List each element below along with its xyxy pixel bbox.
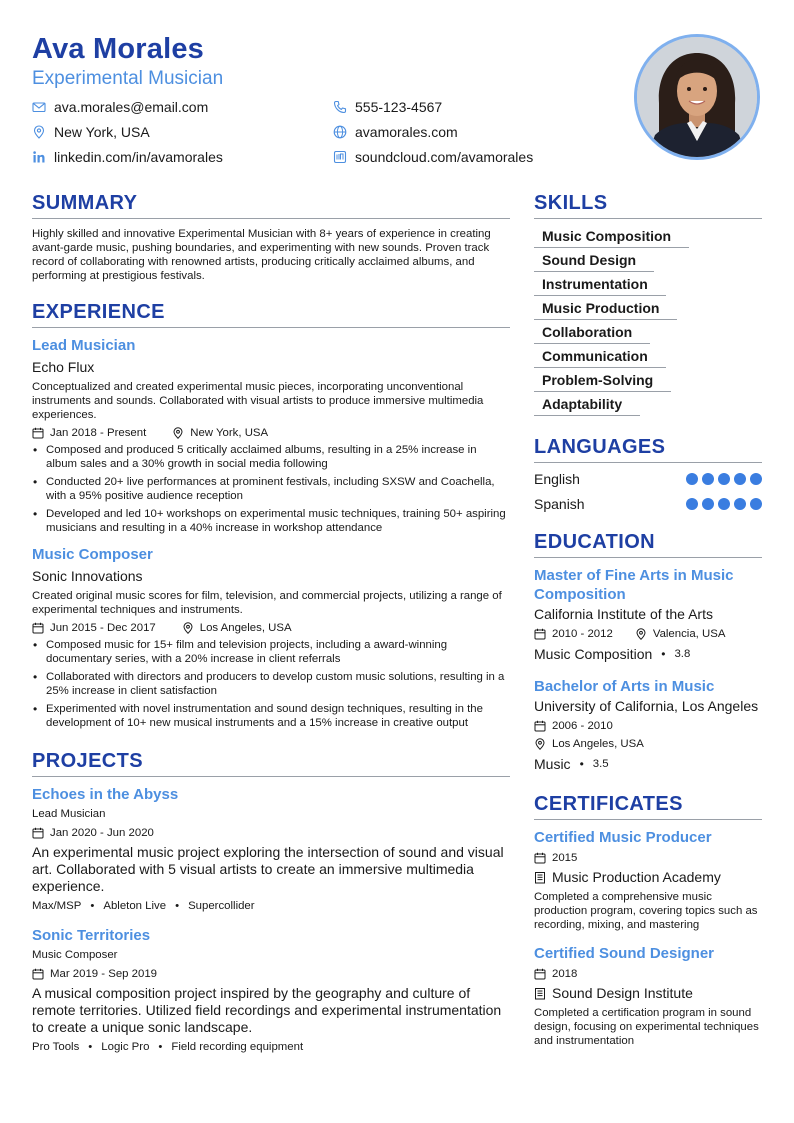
education-location: Valencia, USA	[652, 628, 726, 640]
location-pin-icon	[172, 427, 184, 439]
field-of-study: Music Composition	[534, 646, 653, 662]
project-role: Music Composer	[32, 949, 118, 961]
gpa-value: 3.5	[592, 758, 609, 770]
location-pin-icon	[32, 125, 46, 139]
job-entry	[32, 336, 510, 535]
project-description: A musical composition project inspired by the geography and culture of remote territories. Utilized field recordings and experimental instrumentation to create a unique sonic landscape.	[32, 985, 502, 1035]
certificate-year: 2015	[552, 852, 578, 864]
proficiency-dot	[734, 498, 746, 510]
skill-item: Instrumentation	[534, 274, 666, 296]
language-row	[534, 469, 762, 488]
candidate-title: Experimental Musician	[32, 68, 224, 89]
achievement-item: • Collaborated with directors and producers to develop custom music solutions, resulting in a 25% increase in client satisfaction	[32, 670, 510, 698]
project-meta	[32, 825, 510, 841]
proficiency-dot	[686, 498, 698, 510]
gpa-value: 3.8	[674, 648, 691, 660]
certificates-heading: CERTIFICATES	[534, 791, 762, 820]
certificate-meta	[534, 850, 762, 866]
certificate-entry	[534, 828, 762, 932]
school-name: California Institute of the Arts	[534, 606, 713, 622]
tool-tag: Supercollider	[188, 900, 255, 912]
achievement-item: • Composed and produced 5 critically acclaimed albums, resulting in a 25% increase in album sales and a 30% growth in social media following	[32, 443, 510, 471]
education-dates: 2010 - 2012	[552, 628, 613, 640]
school-name: University of California, Los Angeles	[534, 698, 759, 714]
project-meta	[32, 966, 510, 982]
skill-item: Adaptability	[534, 394, 640, 416]
summary-section	[32, 190, 510, 283]
tool-tag: Pro Tools	[32, 1041, 80, 1053]
job-title: Lead Musician	[32, 337, 136, 354]
language-name: Spanish	[534, 495, 585, 512]
project-entry	[32, 926, 510, 1055]
education-gpa: Music Composition • 3.8	[534, 646, 691, 662]
education-location: Los Angeles, USA	[552, 738, 644, 750]
job-location: Los Angeles, USA	[199, 622, 292, 634]
project-description: An experimental music project exploring the intersection of sound and visual art. Collaborated with 5 visual artists to create an immersive multimedia experience.	[32, 844, 504, 894]
job-achievements	[32, 443, 510, 535]
certificate-issuer: Music Production Academy	[552, 869, 721, 885]
certificate-issuer-row	[534, 984, 762, 1002]
job-title: Music Composer	[32, 546, 153, 563]
certificate-issuer: Sound Design Institute	[552, 985, 693, 1001]
skills-list	[534, 226, 762, 416]
education-meta	[534, 626, 762, 642]
skill-item: Music Production	[534, 298, 677, 320]
education-section	[534, 529, 762, 773]
certificate-title: Certified Sound Designer	[534, 945, 715, 962]
education-dates: 2006 - 2010	[552, 720, 613, 732]
contact-phone[interactable]	[333, 98, 442, 116]
calendar-icon	[32, 968, 44, 980]
field-of-study: Music	[534, 756, 571, 772]
education-meta	[534, 718, 762, 734]
candidate-name: Ava Morales	[32, 33, 204, 65]
tool-tag: Field recording equipment	[171, 1041, 304, 1053]
summary-heading: SUMMARY	[32, 190, 510, 219]
skill-item: Sound Design	[534, 250, 654, 272]
achievement-item: • Composed music for 15+ film and television projects, including a award-winning documentary series, with a 20% increase in client referrals	[32, 638, 510, 666]
proficiency-dot	[718, 498, 730, 510]
proficiency-dot	[734, 473, 746, 485]
globe-icon	[333, 125, 347, 139]
achievement-item: • Experimented with novel instrumentation and sound design techniques, resulting in the development of 10+ new musical instruments and a 15% increase in creative output	[32, 702, 510, 730]
certificate-description: Completed a comprehensive music production program, covering topics such as recording, mixing, and mastering	[534, 891, 758, 931]
project-dates: Jan 2020 - Jun 2020	[50, 827, 154, 839]
company-name: Echo Flux	[32, 359, 95, 375]
right-column	[534, 190, 762, 1058]
summary-text: Highly skilled and innovative Experimental Musician with 8+ years of experience in creating avant-garde music, pushing boundaries, and experimenting with new sounds. Proven track record of collaborating with renowned artists, producing critically acclaimed albums, and performing at prestigious festivals.	[32, 228, 491, 282]
website-text: avamorales.com	[355, 124, 458, 140]
calendar-icon	[32, 427, 44, 439]
job-dates: Jan 2018 - Present	[50, 427, 147, 439]
tool-tag: Max/MSP	[32, 900, 82, 912]
job-description: Conceptualized and created experimental music pieces, incorporating unconventional instruments and sounds. Collaborated with visual artists to produce immersive multimedia experiences.	[32, 381, 484, 421]
job-meta	[32, 620, 510, 636]
proficiency-dot	[702, 473, 714, 485]
job-achievements	[32, 638, 510, 730]
projects-section	[32, 748, 510, 1055]
education-entry	[534, 677, 762, 773]
calendar-icon	[534, 628, 546, 640]
calendar-icon	[534, 968, 546, 980]
contact-info	[32, 98, 612, 174]
tool-tag: Logic Pro	[101, 1041, 150, 1053]
phone-text: 555-123-4567	[355, 99, 443, 115]
project-tools: Max/MSP • Ableton Live • Supercollider	[32, 900, 255, 912]
job-entry	[32, 545, 510, 730]
skills-heading: SKILLS	[534, 190, 762, 219]
linkedin-icon	[32, 150, 46, 164]
project-title: Sonic Territories	[32, 927, 151, 944]
skill-item: Collaboration	[534, 322, 650, 344]
project-role: Lead Musician	[32, 808, 106, 820]
education-heading: EDUCATION	[534, 529, 762, 558]
phone-icon	[333, 100, 347, 114]
certificate-title: Certified Music Producer	[534, 829, 712, 846]
resume-header	[32, 32, 612, 174]
contact-soundcloud[interactable]	[333, 148, 533, 166]
soundcloud-icon	[333, 150, 347, 164]
proficiency-dot	[750, 498, 762, 510]
location-pin-icon	[635, 628, 647, 640]
certificate-description: Completed a certification program in sound design, focusing on experimental techniques and instrumentation	[534, 1007, 759, 1047]
education-gpa: Music • 3.5	[534, 756, 609, 772]
experience-heading: EXPERIENCE	[32, 299, 510, 328]
left-column	[32, 190, 510, 1065]
proficiency-dot	[686, 473, 698, 485]
company-name: Sonic Innovations	[32, 568, 143, 584]
soundcloud-text: soundcloud.com/avamorales	[355, 149, 534, 165]
location-pin-icon	[534, 738, 546, 750]
certificates-section	[534, 791, 762, 1048]
contact-email[interactable]	[32, 98, 208, 116]
project-title: Echoes in the Abyss	[32, 786, 179, 803]
email-icon	[32, 100, 46, 114]
language-name: English	[534, 470, 580, 487]
certificate-meta	[534, 966, 762, 982]
proficiency-dots	[686, 498, 762, 510]
languages-heading: LANGUAGES	[534, 434, 762, 463]
location-pin-icon	[182, 622, 194, 634]
job-meta	[32, 425, 510, 441]
language-row	[534, 494, 762, 513]
calendar-icon	[534, 720, 546, 732]
project-dates: Mar 2019 - Sep 2019	[50, 968, 158, 980]
certificate-entry	[534, 944, 762, 1048]
calendar-icon	[534, 852, 546, 864]
skills-section	[534, 190, 762, 416]
certificate-issuer-row	[534, 868, 762, 886]
proficiency-dot	[702, 498, 714, 510]
institution-icon	[534, 871, 546, 884]
achievement-item: • Developed and led 10+ workshops on experimental music techniques, training 50+ aspiring musicians and resulting in a 40% increase in workshop attendance	[32, 507, 510, 535]
education-meta	[534, 736, 762, 752]
tool-tag: Ableton Live	[103, 900, 167, 912]
skill-item: Problem-Solving	[534, 370, 671, 392]
job-dates: Jun 2015 - Dec 2017	[50, 622, 156, 634]
contact-linkedin[interactable]	[32, 148, 223, 166]
profile-photo	[634, 34, 760, 160]
degree-title: Master of Fine Arts in Music Composition	[534, 567, 734, 603]
proficiency-dot	[718, 473, 730, 485]
languages-section	[534, 434, 762, 513]
degree-title: Bachelor of Arts in Music	[534, 678, 715, 695]
contact-website[interactable]	[333, 123, 458, 141]
achievement-item: • Conducted 20+ live performances at prominent festivals, including SXSW and Coachella, with a 95% positive audience reception	[32, 475, 510, 503]
location-text: New York, USA	[54, 124, 150, 140]
calendar-icon	[32, 827, 44, 839]
certificate-year: 2018	[552, 968, 578, 980]
contact-location	[32, 123, 150, 141]
projects-heading: PROJECTS	[32, 748, 510, 777]
project-tools: Pro Tools • Logic Pro • Field recording equipment	[32, 1041, 304, 1053]
linkedin-text: linkedin.com/in/avamorales	[54, 149, 223, 165]
job-description: Created original music scores for film, television, and commercial projects, utilizing a range of experimental techniques and instruments.	[32, 590, 502, 616]
education-entry	[534, 566, 762, 663]
experience-section	[32, 299, 510, 730]
email-text: ava.morales@email.com	[54, 99, 209, 115]
project-entry	[32, 785, 510, 914]
skill-item: Communication	[534, 346, 666, 368]
proficiency-dot	[750, 473, 762, 485]
proficiency-dots	[686, 473, 762, 485]
institution-icon	[534, 987, 546, 1000]
job-location: New York, USA	[190, 427, 269, 439]
calendar-icon	[32, 622, 44, 634]
skill-item: Music Composition	[534, 226, 689, 248]
